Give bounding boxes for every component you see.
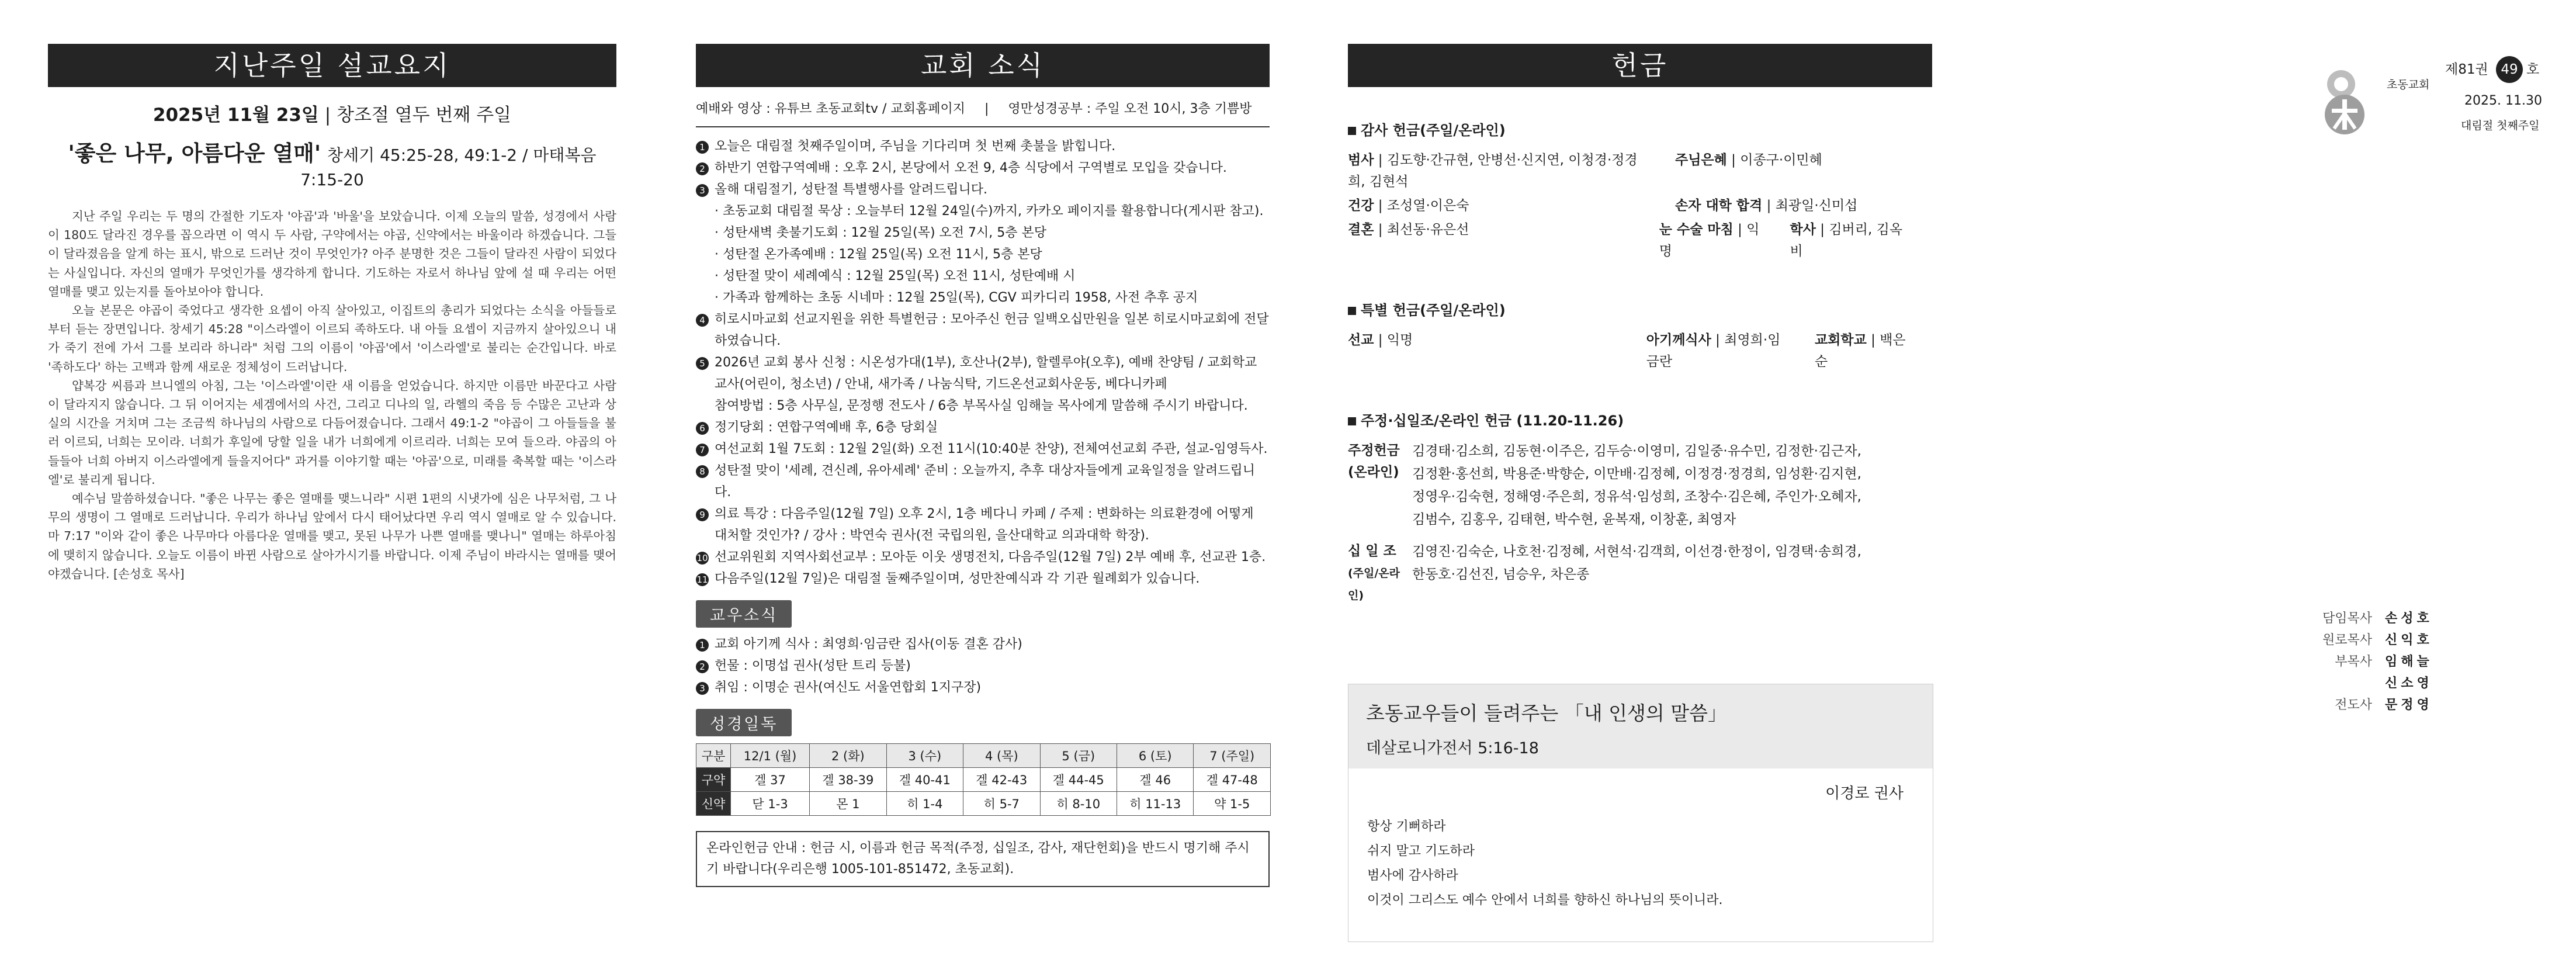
offering-category: 건강	[1348, 198, 1374, 213]
issue-badge: 49	[2496, 56, 2523, 83]
item-number	[696, 179, 715, 200]
item-number	[696, 309, 715, 352]
list-item	[696, 655, 1270, 677]
section-title: 특별 헌금(주일/온라인)	[1361, 302, 1506, 318]
number-badge-icon: 8	[696, 465, 709, 478]
staff-row	[2286, 673, 2433, 694]
list-item	[1348, 330, 1932, 373]
item-number	[696, 460, 715, 503]
list-item	[1348, 541, 1932, 607]
special-offering-list	[1348, 330, 1932, 373]
issue-number	[2445, 56, 2539, 83]
item-number	[696, 200, 715, 222]
list-item	[696, 417, 1270, 438]
staff-name: 신소영	[2385, 676, 2433, 691]
volume: 제81권	[2445, 62, 2488, 77]
separator: |	[1374, 333, 1387, 348]
number-badge-icon: 9	[696, 508, 709, 521]
members-header: 교우소식	[696, 600, 792, 628]
staff-name: 손성호	[2385, 611, 2433, 626]
sermon-paragraph: 예수님 말씀하셨습니다. "좋은 나무는 좋은 열매를 맺느니라" 시편 1편의 시냇가에 심은 나무처럼, 그 나무의 생명이 그 열매로 드러납니다. 우리가 하나님 앞에서 다시 태어났다면 우리 역시 열매로 알 수 있습니다. 마 7:17 "이와 같이 좋은 나무마다 아름다운 열매를 맺고, 못된 나무가 나쁜 열매를 맺나니" 열매는 하루아침에 맺히지 않습니다. 오늘도 이름이 바뀐 사람으로 살아가시기를 바랍니다. 이제 주님이 바라시는 열매를 맺어야겠습니다. [손성호 목사]	[48, 491, 616, 581]
list-item	[1348, 150, 1932, 193]
staff-role: 담임목사	[2322, 611, 2372, 626]
staff-row	[2286, 629, 2433, 651]
life-verse-box	[1348, 684, 1933, 942]
number-badge-icon: 7	[696, 444, 709, 456]
item-number	[696, 136, 715, 157]
life-verse-ref: 데살로니가전서 5:16-18	[1366, 739, 1539, 757]
news-column	[696, 44, 1270, 887]
names-line: 한동호·김선진, 넘승우, 차은종	[1412, 567, 1590, 582]
verse-line: 이것이 그리스도 예수 안에서 너희를 향하신 하나님의 뜻이니라.	[1367, 893, 1723, 908]
item-text: 참여방법 : 5층 사무실, 문정행 전도사 / 6층 부목사실 임해늘 목사에게 말씀해 주시기 바랍니다.	[715, 399, 1248, 413]
list-item	[696, 157, 1270, 179]
offering-entry	[1790, 219, 1909, 262]
offering-category: 주님은혜	[1675, 153, 1727, 168]
list-item	[696, 179, 1270, 200]
weekly-offering-list	[1348, 440, 1932, 607]
offering-label	[1348, 440, 1412, 531]
offering-category: 아기께식사	[1646, 333, 1711, 348]
item-text: 성탄절 맞이 '세례, 견신례, 유아세례' 준비 : 오늘까지, 추후 대상자들에게 교육일정을 알려드립니다.	[715, 463, 1255, 500]
staff-list	[2286, 608, 2433, 716]
separator: |	[1374, 222, 1387, 237]
item-text: · 가족과 함께하는 초동 시네마 : 12월 25일(목), CGV 피카디리 1958, 사전 추후 공지	[715, 290, 1198, 305]
list-item	[696, 395, 1270, 417]
offering-names: 이종구·이민혜	[1740, 153, 1822, 168]
offering-names: 최광일·신미섭	[1775, 198, 1858, 213]
label-sub: (주일/온라인)	[1348, 567, 1400, 602]
names-line: 정영우·김숙현, 정해영·주은희, 정유석·임성희, 조창수·김은혜, 주인가·오혜자,	[1412, 489, 1861, 504]
offering-label	[1348, 541, 1412, 607]
separator: |	[1866, 333, 1880, 348]
offering-category: 눈 수술 마침	[1659, 222, 1733, 237]
offering-names	[1412, 541, 1861, 607]
sermon-column	[48, 44, 616, 583]
table-cell: 겔 38-39	[810, 768, 886, 792]
sermon-title	[48, 136, 616, 191]
special-offering-heading	[1348, 299, 1932, 319]
offering-names: 익명	[1659, 222, 1760, 259]
sermon-header: 지난주일 설교요지	[48, 44, 616, 87]
item-text: 2026년 교회 봉사 신청 : 시온성가대(1부), 호산나(2부), 할렐루야(오후), 예배 찬양팀 / 교회학교 교사(어린이, 청소년) / 안내, 새가족 / 나눔식탁, 기드온선교회사운동, 베다니카페	[715, 355, 1257, 392]
separator: |	[1374, 198, 1387, 213]
number-badge-icon: 11	[696, 574, 708, 585]
item-number	[696, 417, 715, 438]
weekly-offering-heading	[1348, 409, 1932, 430]
item-text: · 성탄절 맞이 세례예식 : 12월 25일(목) 오전 11시, 성탄예배 시	[715, 269, 1076, 283]
sermon-date	[48, 100, 616, 126]
separator: |	[1726, 153, 1741, 168]
table-row	[696, 768, 1271, 792]
news-list	[696, 136, 1270, 590]
table-header-cell: 2 (화)	[810, 744, 886, 768]
offering-names: 최선동·유은선	[1386, 222, 1469, 237]
list-item	[696, 309, 1270, 352]
section-title: 감사 헌금(주일/온라인)	[1361, 122, 1506, 139]
staff-role	[2286, 673, 2372, 694]
item-number	[696, 287, 715, 309]
number-badge-icon: 3	[696, 682, 709, 695]
news-top-info	[696, 87, 1270, 127]
section-title: 주정·십일조/온라인 헌금 (11.20-11.26)	[1361, 413, 1624, 429]
table-cell: 신약	[696, 792, 731, 816]
offering-column	[1348, 44, 1932, 607]
list-item	[1348, 219, 1932, 262]
bible-reading-header: 성경일독	[696, 709, 792, 736]
offering-names: 익명	[1386, 333, 1413, 348]
offering-category: 선교	[1348, 333, 1374, 348]
offering-entry	[1659, 219, 1767, 262]
life-verse-author: 이경로 권사	[1825, 785, 1904, 802]
life-verse-header	[1348, 684, 1933, 768]
offering-entry	[1815, 330, 1909, 373]
life-verse-lines	[1348, 815, 1933, 913]
item-text: · 성탄절 온가족예배 : 12월 25일(목) 오전 11시, 5층 본당	[715, 247, 1042, 262]
table-header-cell: 4 (목)	[963, 744, 1040, 768]
table-cell: 구약	[696, 768, 731, 792]
offering-entry	[1348, 219, 1636, 262]
list-item	[696, 265, 1270, 287]
offering-category: 교회학교	[1814, 333, 1867, 348]
item-number	[696, 395, 715, 417]
number-badge-icon: 3	[696, 184, 709, 197]
number-badge-icon: 5	[696, 357, 709, 370]
staff-row	[2286, 694, 2433, 716]
list-item	[696, 438, 1270, 460]
list-item	[696, 677, 1270, 698]
staff-role: 전도사	[2335, 698, 2372, 712]
verse-line: 쉬지 말고 기도하라	[1367, 844, 1475, 858]
list-item	[696, 568, 1270, 590]
offering-entry	[1646, 330, 1791, 373]
table-cell: 닫 1-3	[731, 792, 810, 816]
offering-names: 김버리, 김옥비	[1790, 222, 1903, 259]
list-item	[1348, 440, 1932, 531]
item-text: 다음주일(12월 7일)은 대림절 둘째주일이며, 성만찬예식과 각 기관 월례회가 있습니다.	[715, 572, 1200, 586]
offering-names	[1412, 440, 1861, 531]
number-badge-icon: 1	[696, 141, 709, 154]
offering-entry	[1675, 150, 1822, 193]
life-verse-title: 초동교우들이 들려주는 「내 인생의 말씀」	[1366, 702, 1728, 725]
bible-study-info: 영만성경공부 : 주일 오전 10시, 3층 기쁨방	[1008, 102, 1252, 116]
sermon-paragraph: 지난 주일 우리는 두 명의 간절한 기도자 '야곱'과 '바울'을 보았습니다. 이제 오늘의 말씀, 성경에서 사람이 180도 달라진 경우를 꼽으라면 이 역시 두 사람, 구약에서는 야곱, 신약에서는 바울이라 하겠습니다. 그들이 달라졌음을 알게 하는 표시, 밖으로 드러난 것이 무엇인가? 아주 분명한 것은 그들이 달라진 사람이 되었다는 사실입니다. 자신의 열매가 무엇인가를 생각하게 합니다. 기도하는 자로서 하나님 앞에 설 때 우리는 어떤 열매를 맺고 있는지를 돌아보아야 합니다.	[48, 209, 616, 299]
item-text: 히로시마교회 선교지원을 위한 특별헌금 : 모아주신 헌금 일백오십만원을 일본 히로시마교회에 전달하였습니다.	[715, 312, 1269, 348]
list-item	[696, 460, 1270, 503]
item-number	[696, 438, 715, 460]
item-text: 선교위원회 지역사회선교부 : 모아둔 이웃 생명전치, 다음주일(12월 7일) 2부 예배 후, 선교관 1층.	[715, 550, 1266, 565]
bulletin-date: 2025. 11.30	[2464, 94, 2542, 108]
item-number	[696, 568, 715, 590]
worship-video-info: 예배와 영상 : 유튜브 초동교회tv / 교회홈페이지	[696, 102, 965, 116]
item-number	[696, 655, 715, 677]
staff-name: 신익호	[2385, 633, 2433, 648]
sermon-scripture: 창세기 45:25-28, 49:1-2 / 마태복음 7:15-20	[300, 146, 597, 189]
separator: |	[1374, 153, 1387, 168]
offering-entry	[1675, 195, 1857, 217]
table-cell: 겔 47-48	[1194, 768, 1271, 792]
list-item	[696, 546, 1270, 568]
item-text: · 초동교회 대림절 묵상 : 오늘부터 12월 24일(수)까지, 카카오 페이지를 활용합니다(게시판 참고).	[715, 204, 1264, 219]
item-text: 취임 : 이명순 권사(여신도 서울연합회 1지구장)	[715, 680, 982, 695]
news-header: 교회 소식	[696, 44, 1270, 87]
offering-category: 손자 대학 합격	[1675, 198, 1763, 213]
sermon-date-value: 2025년 11월 23일	[152, 105, 319, 126]
label-text: 십 일 조	[1348, 543, 1396, 559]
item-number	[696, 244, 715, 265]
table-header-cell: 3 (수)	[886, 744, 963, 768]
names-line: 김영진·김숙순, 나호천·김정혜, 서현석·김객희, 이선경·한정이, 임경택·송희경,	[1412, 544, 1861, 559]
thanks-offering-heading	[1348, 119, 1932, 139]
table-cell: 겔 42-43	[963, 768, 1040, 792]
item-number	[696, 265, 715, 287]
liturgical-season: 대림절 첫째주일	[2461, 119, 2540, 132]
item-number	[696, 222, 715, 244]
members-list	[696, 633, 1270, 698]
sermon-title-text: '좋은 나무, 아름다운 열매'	[68, 141, 321, 166]
item-number	[696, 677, 715, 698]
offering-category: 결혼	[1348, 222, 1374, 237]
table-header-cell: 12/1 (월)	[731, 744, 810, 768]
number-badge-icon: 4	[696, 314, 709, 327]
list-item	[696, 633, 1270, 655]
thanks-offering-list	[1348, 150, 1932, 262]
church-name: 초동교회	[2387, 78, 2430, 91]
staff-row	[2286, 651, 2433, 673]
number-badge-icon: 2	[696, 660, 709, 673]
offering-names: 백은순	[1814, 333, 1906, 369]
staff-name: 문정영	[2385, 698, 2433, 712]
staff-role: 원로목사	[2322, 633, 2372, 648]
church-logo-icon	[2317, 65, 2383, 136]
item-text: 오늘은 대림절 첫째주일이며, 주님을 기다리며 첫 번째 촛불을 밝힙니다.	[715, 139, 1116, 154]
bible-reading-table	[696, 743, 1271, 816]
item-number	[696, 157, 715, 179]
square-bullet-icon	[1348, 417, 1356, 425]
table-header-cell: 6 (토)	[1117, 744, 1194, 768]
names-line: 김범수, 김홍우, 김태현, 박수현, 윤복재, 이창훈, 최영자	[1412, 512, 1736, 527]
table-cell: 겔 46	[1117, 768, 1194, 792]
list-item	[696, 503, 1270, 546]
item-text: 의료 특강 : 다음주일(12월 7일) 오후 2시, 1층 베다니 카페 / 주제 : 변화하는 의료환경에 어떻게 대처할 것인가? / 강사 : 박연숙 권사(전 국립의원, 을산대학교 의과대학 학장).	[715, 507, 1254, 543]
number-badge-icon: 2	[696, 162, 709, 175]
list-item	[696, 200, 1270, 222]
table-header-row	[696, 744, 1271, 768]
item-text: 하반기 연합구역예배 : 오후 2시, 본당에서 오전 9, 4층 식당에서 구역별로 모입을 갖습니다.	[715, 161, 1227, 175]
number-badge-icon: 10	[696, 553, 708, 563]
item-number	[696, 546, 715, 568]
label-sub: (온라인)	[1348, 465, 1399, 480]
table-cell: 히 1-4	[886, 792, 963, 816]
table-cell: 겔 44-45	[1040, 768, 1117, 792]
divider: |	[984, 102, 989, 116]
table-cell: 몬 1	[810, 792, 886, 816]
verse-line: 항상 기뻐하라	[1367, 819, 1446, 834]
offering-category: 학사	[1790, 222, 1816, 237]
sermon-paragraph: 오늘 본문은 야곱이 죽었다고 생각한 요셉이 아직 살아있고, 이집트의 총리가 되었다는 소식을 아들들로부터 듣는 장면입니다. 창세기 45:28 "이스라엘이 이르되 족하도다. 내 아들 요셉이 지금까지 살아있으니 내가 죽기 전에 가서 그를 보리라 하니라" 처럼 그의 이름이 '야곱'에서 '이스라엘'로 불리는 순간입니다. 바로 '족하도다' 하는 고백과 함께 새로운 정체성이 드러납니다.	[48, 303, 616, 374]
item-text: · 성탄새벽 촛불기도회 : 12월 25일(목) 오전 7시, 5층 본당	[715, 226, 1047, 240]
table-header-cell: 구분	[696, 744, 731, 768]
offering-entry	[1348, 150, 1652, 193]
offering-names: 최영희·임금란	[1646, 333, 1781, 369]
separator: |	[1762, 198, 1776, 213]
sermon-body	[48, 207, 616, 583]
item-text: 정기당회 : 연합구역예배 후, 6층 당회실	[715, 420, 938, 435]
table-cell: 겔 40-41	[886, 768, 963, 792]
table-cell: 겔 37	[731, 768, 810, 792]
verse-line: 범사에 감사하라	[1367, 868, 1458, 883]
square-bullet-icon	[1348, 127, 1356, 135]
item-number	[696, 503, 715, 546]
item-text: 교회 아기께 식사 : 최영희·임금란 집사(이동 결혼 감사)	[715, 637, 1022, 652]
item-number	[696, 633, 715, 655]
offering-names: 조성열·이은숙	[1386, 198, 1469, 213]
item-number	[696, 352, 715, 395]
names-line: 김정환·홍선희, 박용준·박향순, 이만배·김정혜, 이정경·정경희, 임성환·김지현,	[1412, 466, 1861, 482]
offering-names: 김도향·간규현, 안병선·신지연, 이청경·정경희, 김현석	[1348, 153, 1638, 189]
label-text: 주정헌금	[1348, 443, 1400, 458]
list-item	[696, 222, 1270, 244]
table-header-cell: 7 (주일)	[1194, 744, 1271, 768]
offering-category: 범사	[1348, 153, 1374, 168]
item-text: 여선교회 1월 7도회 : 12월 2일(화) 오전 11시(10:40분 찬양), 전체여선교회 주관, 설교-임영득사.	[715, 442, 1268, 456]
list-item	[1348, 195, 1932, 217]
table-cell: 약 1-5	[1194, 792, 1271, 816]
offering-entry	[1348, 195, 1652, 217]
staff-role: 부목사	[2335, 655, 2372, 669]
square-bullet-icon	[1348, 307, 1356, 315]
table-header-cell: 5 (금)	[1040, 744, 1117, 768]
number-badge-icon: 6	[696, 422, 709, 435]
separator: |	[1711, 333, 1725, 348]
sermon-paragraph: 얍복강 씨름과 브니엘의 아침, 그는 '이스라엘'이란 새 이름을 얻었습니다. 하지만 이름만 바꾼다고 사람이 달라지지 않습니다. 그 뒤 이어지는 세겜에서의 사건, 그리고 디나의 일, 라헬의 죽음 등 수많은 고난과 상실의 시간을 거치며 그는 조금씩 하나님의 사람으로 다듬어졌습니다. 그래서 49:1-2 "야곱이 그 아들들을 불러 이르되, 너희는 모이라. 너희가 후일에 당할 일을 내가 너희에게 이르리라. 너희는 모여 들으라. 야곱의 아들들아 너희 아버지 이스라엘에게 들을지어다" 과거를 이야기할 때는 '야곱'으로, 미래를 축복할 때는 '이스라엘'로 불리게 됩니다.	[48, 378, 616, 487]
staff-row	[2286, 608, 2433, 629]
names-line: 김경태·김소희, 김동현·이주은, 김두승·이영미, 김일중·유수민, 김정한·김근자,	[1412, 444, 1861, 459]
item-text: 헌물 : 이명섭 권사(성탄 트리 등불)	[715, 659, 911, 673]
number-badge-icon: 1	[696, 639, 709, 652]
table-cell: 히 5-7	[963, 792, 1040, 816]
list-item	[696, 244, 1270, 265]
issue-suffix: 호	[2526, 62, 2540, 77]
list-item	[696, 352, 1270, 395]
table-cell: 히 8-10	[1040, 792, 1117, 816]
list-item	[696, 287, 1270, 309]
online-offering-notice: 온라인헌금 안내 : 헌금 시, 이름과 헌금 목적(주정, 십일조, 감사, 재단헌회)을 반드시 명기해 주시기 바랍니다(우리은행 1005-101-851472, 초동교회).	[696, 831, 1270, 887]
separator: |	[1733, 222, 1747, 237]
staff-name: 임해늘	[2385, 655, 2433, 669]
table-row	[696, 792, 1271, 816]
table-cell: 히 11-13	[1117, 792, 1194, 816]
offering-header: 헌금	[1348, 44, 1932, 87]
sermon-date-rest: | 창조절 열두 번째 주일	[324, 105, 512, 126]
item-text: 올해 대림절기, 성탄절 특별행사를 알려드립니다.	[715, 182, 988, 197]
list-item	[696, 136, 1270, 157]
separator: |	[1815, 222, 1829, 237]
offering-entry	[1348, 330, 1623, 373]
